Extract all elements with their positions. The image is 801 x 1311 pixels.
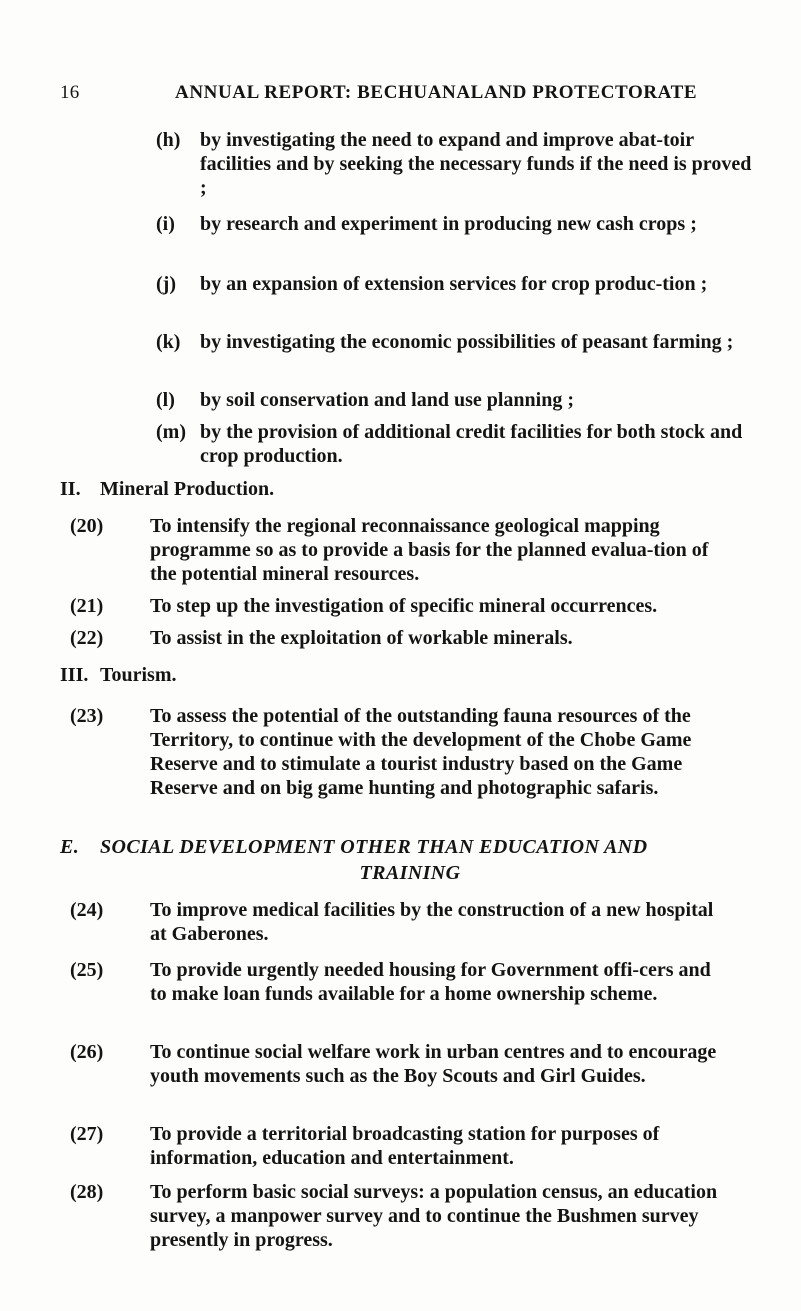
item-label: (k) [156, 331, 181, 353]
item-text: To continue social welfare work in urban centres and to encourage youth movements such as the Boy Scouts and Girl Guides. [150, 1041, 717, 1087]
item-text: To provide a territorial broadcasting station for purposes of information, education and entertainment. [150, 1123, 660, 1169]
section-title-line2: TRAINING [359, 862, 461, 884]
item-number: (27) [70, 1123, 104, 1145]
item-text: To intensify the regional reconnaissance geological mapping programme so as to provide a basis for the planned evalua-tion of the potential mineral resources. [150, 515, 709, 585]
section-title: Tourism. [100, 664, 177, 686]
item-number: (23) [70, 705, 104, 727]
item-text: To improve medical facilities by the construction of a new hospital at Gaberones. [150, 899, 714, 945]
item-text: by the provision of additional credit facilities for both stock and crop production. [200, 421, 743, 467]
item-number: (25) [70, 959, 104, 981]
item-number: (24) [70, 899, 104, 921]
item-text: To step up the investigation of specific mineral occurrences. [150, 595, 658, 617]
item-text: To provide urgently needed housing for Government offi-cers and to make loan funds available for a home ownership scheme. [150, 959, 711, 1005]
item-number: (28) [70, 1181, 104, 1203]
section-numeral: II. [60, 478, 81, 500]
item-label: (l) [156, 389, 175, 411]
item-number: (20) [70, 515, 104, 537]
item-number: (21) [70, 595, 104, 617]
section-title: Mineral Production. [100, 478, 275, 500]
item-text: To assess the potential of the outstanding fauna resources of the Territory, to continue with the development of the Chobe Game Reserve and to stimulate a tourist industry based on the Game Reserve and on big game hunting and photographic safaris. [150, 705, 692, 799]
item-label: (h) [156, 129, 181, 151]
item-label: (j) [156, 273, 176, 295]
running-title: ANNUAL REPORT: BECHUANALAND PROTECTORATE [175, 82, 698, 103]
item-number: (22) [70, 627, 104, 649]
item-text: by soil conservation and land use planning ; [200, 389, 574, 411]
item-text: by an expansion of extension services for crop produc-tion ; [200, 273, 708, 295]
item-text: To perform basic social surveys: a population census, an education survey, a manpower survey and to continue the Bushmen survey presently in progress. [150, 1181, 718, 1251]
section-numeral: III. [60, 664, 89, 686]
item-label: (i) [156, 213, 175, 235]
item-text: To assist in the exploitation of workable minerals. [150, 627, 573, 649]
item-text: by research and experiment in producing new cash crops ; [200, 213, 697, 235]
item-text: by investigating the need to expand and improve abat-toir facilities and by seeking the necessary funds if the need is proved ; [200, 129, 752, 199]
item-text: by investigating the economic possibilities of peasant farming ; [200, 331, 734, 353]
page-number: 16 [60, 82, 80, 103]
section-letter: E. [60, 836, 80, 858]
section-title-line1: SOCIAL DEVELOPMENT OTHER THAN EDUCATION AND [100, 836, 648, 858]
item-number: (26) [70, 1041, 104, 1063]
item-label: (m) [156, 421, 186, 443]
